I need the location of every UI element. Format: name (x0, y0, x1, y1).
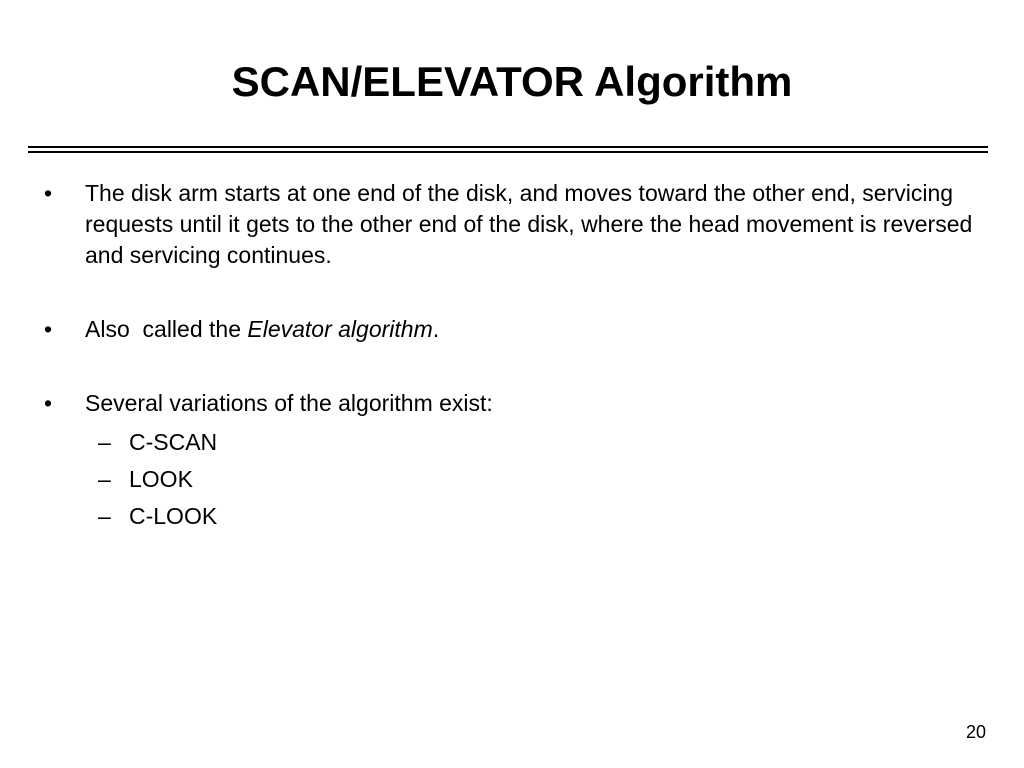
elevator-algorithm-term: Elevator algorithm (247, 316, 433, 342)
dash-mark: – (98, 466, 111, 492)
bullet-elevator-name (44, 314, 984, 345)
slide-title: SCAN/ELEVATOR Algorithm (231, 58, 793, 105)
variation-c-look (85, 498, 984, 535)
title-divider-bottom (28, 151, 988, 153)
dash-mark: – (98, 503, 111, 529)
bullet-mark: • (44, 390, 53, 416)
bullet-mark: • (44, 316, 53, 342)
variation-label: C-LOOK (129, 503, 218, 529)
bullet-mark: • (44, 180, 53, 206)
variation-label: C-SCAN (129, 429, 218, 455)
bullet-disk-arm (44, 178, 984, 271)
bullet-variations (44, 388, 984, 535)
variation-look (85, 461, 984, 498)
bullet-text: The disk arm starts at one end of the disk, and moves toward the other end, servicing requests until it gets to the other end of the disk, where the head movement is reversed and servicing continues. (85, 180, 973, 268)
bullet-text-before: Also called the (85, 316, 248, 342)
slide-content (44, 178, 984, 578)
variation-label: LOOK (129, 466, 193, 492)
variation-c-scan (85, 424, 984, 461)
bullet-text (85, 316, 439, 342)
bullet-text: Several variations of the algorithm exist: (85, 390, 493, 416)
variations-list (85, 424, 984, 535)
bullet-text-after: . (432, 316, 440, 342)
page-number: 20 (965, 722, 986, 742)
dash-mark: – (98, 429, 111, 455)
title-divider-top (28, 146, 988, 148)
